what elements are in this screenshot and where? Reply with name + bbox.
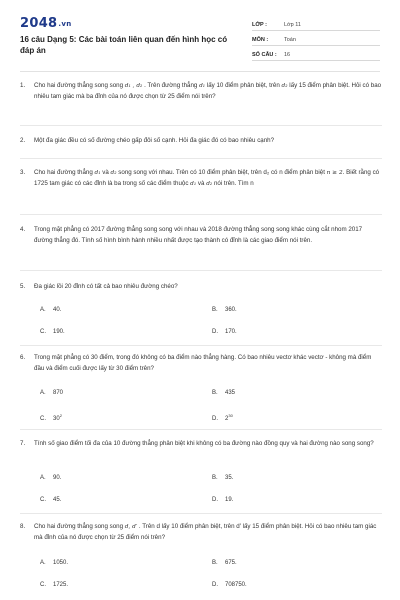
- question-2: [20, 136, 382, 147]
- text-segment: song song với nhau. Trên có 10 điểm phân biệt, trên d₂ có n điểm phân biệt: [116, 169, 327, 176]
- math-segment: d₂: [281, 83, 288, 89]
- text-segment: Cho hai đường thẳng song song: [34, 523, 125, 530]
- question-7: [20, 439, 382, 450]
- option-a[interactable]: [40, 475, 200, 481]
- option-a[interactable]: [40, 390, 200, 396]
- option-label: A.: [40, 475, 46, 481]
- question-number: 6.: [20, 354, 26, 361]
- document-title: 16 câu Dạng 5: Các bài toán liên quan đến hình học có đáp án: [20, 35, 228, 55]
- text-segment: lấy 10 điểm phân biệt, trên: [205, 82, 282, 89]
- question-number: 7.: [20, 440, 26, 447]
- question-divider: [20, 125, 382, 126]
- option-d[interactable]: [212, 413, 372, 422]
- option-label: B.: [212, 390, 218, 396]
- option-value: 170.: [225, 329, 237, 335]
- question-text: [34, 168, 382, 189]
- math-segment: d, d′: [124, 524, 138, 530]
- text-segment: Cho hai đường thẳng song song: [34, 82, 125, 89]
- question-4: [20, 225, 382, 246]
- option-label: C.: [40, 582, 46, 588]
- option-label: C.: [40, 329, 46, 335]
- option-value: 1050.: [53, 560, 69, 566]
- text-segment: lấy 15 điểm phân biệt. Hỏi có bao nhiêu tam giác mà ba đỉnh của nó được chọn từ 25 điểm nói trên?: [34, 82, 382, 100]
- option-label: A.: [40, 390, 46, 396]
- question-text: Tính số giao điểm tối đa của 10 đường thẳng phân biệt khi không có ba đường nào đồng quy và hai đường nào song song?: [34, 440, 374, 447]
- option-value: 35.: [225, 475, 234, 481]
- option-label: B.: [212, 475, 218, 481]
- option-b[interactable]: [212, 475, 372, 481]
- option-exponent: 30: [228, 413, 233, 418]
- question-divider: [20, 270, 382, 271]
- option-value: 708750.: [225, 582, 247, 588]
- question-text: Trong mặt phẳng có 2017 đường thẳng song song với nhau và 2018 đường thẳng song song khác cùng cắt nhom 2017 đường thẳng đó. Tính số hình bình hành nhiều nhất được tạo thành có đỉnh là các giao điểm nói trên.: [34, 226, 363, 244]
- option-a[interactable]: [40, 307, 200, 313]
- text-segment: . Biết rằng có 1725 tam giác có các đỉnh là ba trong số các điểm thuộc: [34, 169, 380, 187]
- question-divider: [20, 345, 382, 346]
- option-label: B.: [212, 307, 218, 313]
- math-segment: d₁: [190, 180, 197, 187]
- question-text: [34, 81, 382, 102]
- site-logo[interactable]: [20, 16, 72, 31]
- option-c[interactable]: [40, 329, 200, 335]
- option-label: B.: [212, 560, 218, 566]
- option-d[interactable]: [212, 329, 372, 335]
- text-segment: và: [196, 179, 207, 187]
- question-3: [20, 168, 382, 189]
- option-value: 190.: [53, 329, 65, 335]
- question-divider: [20, 214, 382, 215]
- question-number: 1.: [20, 82, 26, 89]
- option-value: 90.: [53, 475, 62, 481]
- option-value: 1725.: [53, 582, 69, 588]
- option-label: A.: [40, 560, 46, 566]
- question-8: [20, 522, 382, 543]
- meta-row-class: [252, 16, 380, 31]
- question-divider: [20, 158, 382, 159]
- option-value: 870: [53, 390, 64, 396]
- option-value: 360.: [225, 307, 237, 313]
- option-b[interactable]: [212, 390, 372, 396]
- question-text: Đa giác lồi 20 đỉnh có tất cả bao nhiêu đường chéo?: [34, 283, 178, 290]
- meta-label: MÔN :: [252, 37, 269, 43]
- option-exponent: 2: [59, 413, 62, 418]
- meta-label: LỚP :: [252, 22, 267, 28]
- question-divider: [20, 513, 382, 514]
- math-segment: d₁: [94, 170, 101, 176]
- math-segment: d₂: [110, 170, 117, 176]
- math-segment: d₂: [206, 180, 213, 187]
- logo-tld: .vn: [58, 20, 72, 28]
- meta-value: Lớp 11: [284, 22, 301, 28]
- question-5: [20, 282, 382, 293]
- meta-row-count: [252, 46, 380, 61]
- text-segment: . Trên đường thẳng: [142, 82, 200, 89]
- question-divider: [20, 429, 382, 430]
- option-d[interactable]: [212, 582, 372, 588]
- question-text: Một đa giác đều có số đường chéo gấp đôi số cạnh. Hỏi đa giác đó có bao nhiêu cạnh?: [34, 137, 275, 144]
- question-1: [20, 81, 382, 102]
- option-b[interactable]: [212, 307, 372, 313]
- meta-info: [252, 16, 380, 61]
- text-segment: . Trên d lấy 10 điểm phân biệt, trên d′ lấy 15 điểm phân biệt. Hỏi có bao nhiêu tam giác mà đỉnh của nó được chọn từ 25 điểm nói trên?: [34, 523, 377, 541]
- question-6: [20, 353, 382, 374]
- option-value: 40.: [53, 307, 62, 313]
- text-segment: nói trên. Tìm n: [212, 179, 254, 187]
- option-label: D.: [212, 329, 218, 335]
- question-number: 5.: [20, 283, 26, 290]
- meta-row-subject: [252, 31, 380, 46]
- question-text: Trong mặt phẳng có 30 điểm, trong đó không có ba điểm nào thẳng hàng. Có bao nhiêu vectơ khác vectơ - không mà điểm đầu và điểm cuối được lấy từ 30 điểm trên?: [34, 354, 372, 372]
- question-number: 2.: [20, 137, 26, 144]
- meta-value: 16: [284, 52, 291, 58]
- meta-label: SỐ CÂU :: [252, 52, 277, 58]
- option-c[interactable]: [40, 582, 200, 588]
- option-value: 2: [225, 416, 229, 422]
- question-text: [34, 522, 382, 543]
- option-b[interactable]: [212, 560, 372, 566]
- question-number: 3.: [20, 169, 26, 176]
- option-label: D.: [212, 416, 218, 422]
- option-value: 435: [225, 390, 236, 396]
- logo-text: 2048: [20, 16, 58, 31]
- text-segment: và: [100, 169, 111, 176]
- option-c[interactable]: [40, 497, 200, 503]
- text-segment: Cho hai đường thẳng: [34, 169, 95, 176]
- question-number: 4.: [20, 226, 26, 233]
- option-value: 675.: [225, 560, 237, 566]
- option-label: D.: [212, 497, 218, 503]
- math-segment: d₁: [199, 83, 206, 89]
- option-label: C.: [40, 497, 46, 503]
- option-c[interactable]: [40, 413, 200, 422]
- question-number: 8.: [20, 523, 26, 530]
- math-segment: n ≥ 2: [326, 170, 343, 176]
- option-label: D.: [212, 582, 218, 588]
- option-value: 45.: [53, 497, 62, 503]
- meta-value: Toán: [284, 37, 296, 43]
- option-label: C.: [40, 416, 46, 422]
- option-value: 19.: [225, 497, 234, 503]
- header-divider: [20, 71, 380, 72]
- math-segment: d₁ , d₂: [124, 83, 143, 89]
- option-a[interactable]: [40, 560, 200, 566]
- option-label: A.: [40, 307, 46, 313]
- option-d[interactable]: [212, 497, 372, 503]
- option-value: 30: [53, 416, 60, 422]
